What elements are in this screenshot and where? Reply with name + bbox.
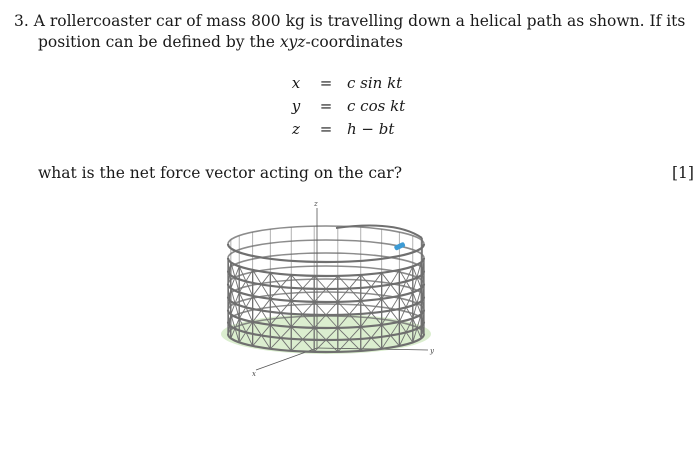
track-rail-front: [228, 297, 424, 315]
track-rail-front: [228, 271, 424, 289]
track-rail-front: [228, 284, 424, 302]
helix-illustration: [208, 198, 444, 390]
equation-rhs: c sin kt: [347, 74, 403, 92]
equation-lhs: z: [292, 120, 300, 138]
problem-text-coordinates: xyz: [279, 33, 306, 51]
z-axis-label: z: [314, 200, 318, 208]
problem-text-line-2-after: -coordinates: [305, 33, 403, 51]
question-text: what is the net force vector acting on the car?: [38, 164, 403, 182]
track-rail-back: [228, 226, 424, 244]
track-rail-front: [228, 258, 424, 276]
problem-statement-line-2: [38, 32, 403, 52]
problem-text-line-2-before: position can be defined by the: [38, 33, 280, 51]
equation-lhs: y: [291, 97, 301, 115]
marks-label: [1]: [672, 164, 694, 182]
x-axis-label: x: [252, 370, 256, 378]
equation-rhs: h − bt: [347, 120, 395, 138]
equation-lhs: x: [291, 74, 301, 92]
track-rail-back: [228, 240, 424, 258]
equals-sign: =: [319, 97, 333, 115]
y-axis-label: y: [430, 347, 434, 355]
track-rail-top: [336, 226, 422, 238]
equation-rhs: c cos kt: [347, 97, 406, 115]
problem-text-line-1: A rollercoaster car of mass 800 kg is travelling down a helical path as shown. If its: [33, 12, 686, 30]
problem-statement-line-1: [14, 11, 685, 31]
equals-sign: =: [319, 74, 333, 92]
helical-rollercoaster-figure: [208, 198, 444, 390]
problem-number: 3.: [14, 12, 29, 30]
equals-sign: =: [319, 120, 333, 138]
